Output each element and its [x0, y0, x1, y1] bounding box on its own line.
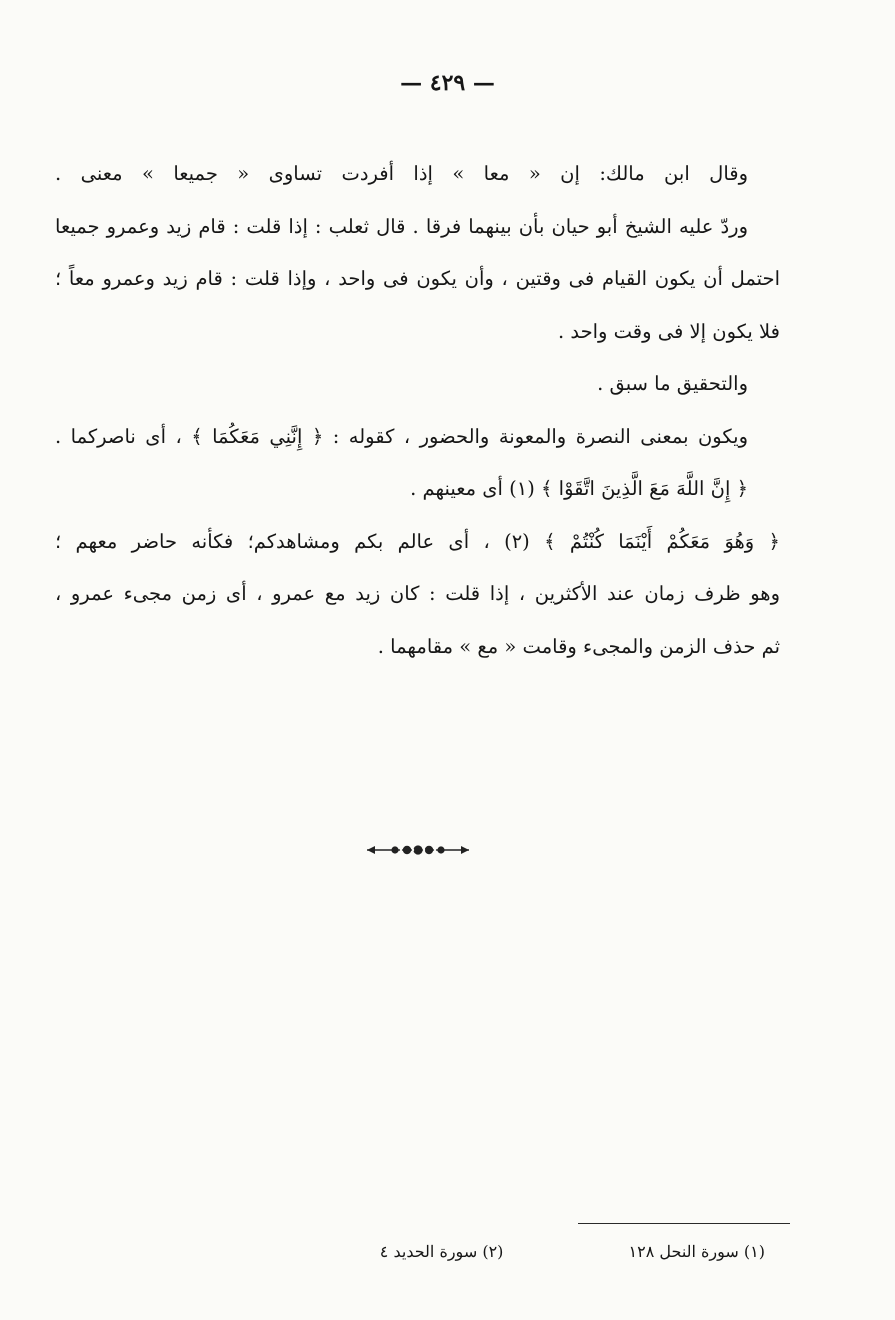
footnotes [240, 1232, 765, 1272]
text-line: ﴿ إِنَّ اللَّهَ مَعَ الَّذِينَ اتَّقَوْا ﴾ (١) أى معينهم . [410, 477, 748, 500]
text-line: وردّ عليه الشيخ أبو حيان بأن بينهما فرقا . قال ثعلب : إذا قلت : قام زيد وعمرو جميعا [55, 214, 748, 238]
text-line: وهو ظرف زمان عند الأكثرين ، إذا قلت : كان زيد مع عمرو ، أى زمن مجىء عمرو ، [55, 582, 780, 605]
body-text [55, 148, 780, 673]
text-line: ويكون بمعنى النصرة والمعونة والحضور ، كقوله : ﴿ إِنَّنِي مَعَكُمَا ﴾ ، أى ناصركما . [55, 424, 748, 448]
text-line: ثم حذف الزمن والمجىء وقامت « مع » مقامهما . [377, 634, 780, 658]
text-line: فلا يكون إلا فى وقت واحد . [557, 319, 780, 343]
footnote-divider [578, 1223, 790, 1224]
section-ornament [365, 838, 471, 862]
footnote-1: (١) سورة النحل ١٢٨ [628, 1242, 765, 1261]
text-line: وقال ابن مالك: إن « معا » إذا أفردت تساوى « جميعا » معنى . [55, 162, 748, 185]
text-line: احتمل أن يكون القيام فى وقتين ، وأن يكون فى واحد ، وإذا قلت : قام زيد وعمرو معاً ؛ [55, 267, 780, 290]
footnote-2: (٢) سورة الحديد ٤ [379, 1242, 504, 1261]
page-number: — ٤٢٩ — [400, 70, 495, 96]
text-line: ﴿ وَهُوَ مَعَكُمْ أَيْنَمَا كُنْتُمْ ﴾ (٢) ، أى عالم بكم ومشاهدكم؛ فكأنه حاضر معهم ؛ [55, 529, 780, 553]
text-line: والتحقيق ما سبق . [597, 372, 748, 395]
